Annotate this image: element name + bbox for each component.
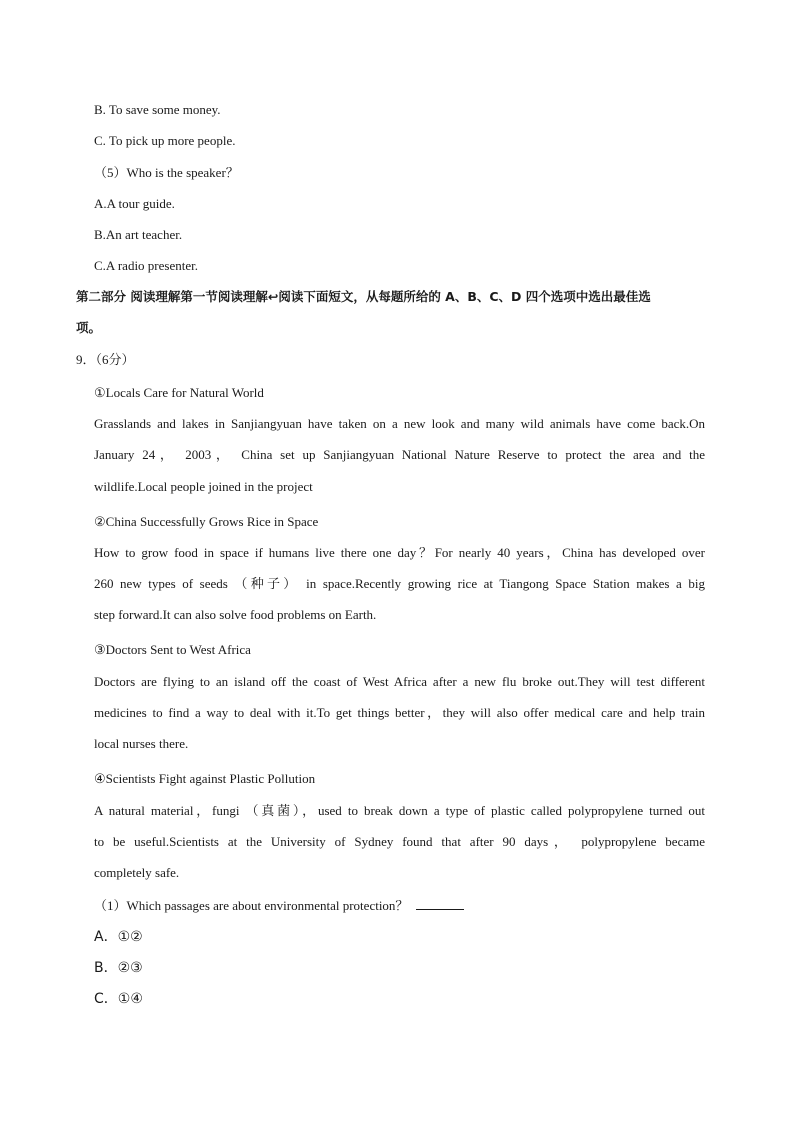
- passage-line: wildlife.Local people joined in the project: [94, 479, 313, 494]
- section-heading-cont: 项。: [76, 320, 102, 335]
- option-text: C．①④: [94, 991, 143, 1007]
- question-stem: （5）Who is the speaker？: [94, 165, 239, 180]
- passage-line: Grasslands and lakes in Sanjiangyuan have taken on a new look and many wild animals have come back.On: [94, 416, 705, 431]
- passage-line: medicines to find a way to deal with it.To get things better，they will also offer medical care and help train: [94, 705, 705, 720]
- subquestion-stem: [94, 897, 464, 915]
- option-text: A.A tour guide.: [94, 196, 175, 211]
- option-text: B．②③: [94, 960, 143, 976]
- passage-line: January 24， 2003， China set up Sanjiangyuan National Nature Reserve to protect the area and the: [94, 447, 705, 462]
- passage-line: step forward.It can also solve food problems on Earth.: [94, 607, 377, 622]
- passage-title: ④Scientists Fight against Plastic Pollution: [94, 771, 316, 786]
- passage-line: 260 new types of seeds （种子） in space.Recently growing rice at Tiangong Space Station makes a big: [94, 576, 705, 591]
- option-text: C.A radio presenter.: [94, 258, 198, 273]
- answer-blank[interactable]: [416, 897, 464, 910]
- section-heading: 第二部分 阅读理解第一节阅读理解↩阅读下面短文，从每题所给的 A、B、C、D 四个选项中选出最佳选: [76, 289, 651, 304]
- option-text: B. To save some money.: [94, 102, 221, 117]
- passage-line: Doctors are flying to an island off the coast of West Africa after a new flu broke out.They will test different: [94, 674, 705, 689]
- passage-title: ②China Successfully Grows Rice in Space: [94, 514, 319, 529]
- passage-line: to be useful.Scientists at the University of Sydney found that after 90 days， polypropylene became: [94, 834, 705, 849]
- option-text: B.An art teacher.: [94, 227, 183, 242]
- option-text: C. To pick up more people.: [94, 133, 236, 148]
- passage-line: How to grow food in space if humans live there one day？For nearly 40 years，China has developed over: [94, 545, 705, 560]
- passage-line: completely safe.: [94, 865, 180, 880]
- option-text: A．①②: [94, 929, 143, 945]
- passage-line: local nurses there.: [94, 736, 189, 751]
- question-number: 9．（6分）: [76, 352, 135, 367]
- passage-title: ①Locals Care for Natural World: [94, 385, 264, 400]
- subquestion-stem-text: （1）Which passages are about environmental protection？: [94, 898, 409, 913]
- passage-title: ③Doctors Sent to West Africa: [94, 642, 251, 657]
- passage-line: A natural material，fungi （真菌），used to break down a type of plastic called polypropylene turned out: [94, 803, 705, 818]
